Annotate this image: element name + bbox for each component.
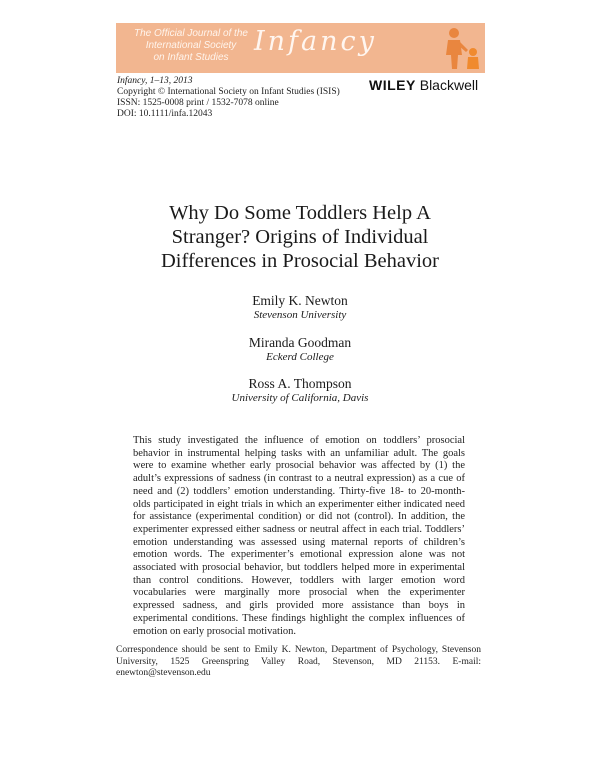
banner-subtitle-line: on Infant Studies	[153, 52, 229, 63]
banner-subtitle-line: International Society	[145, 40, 237, 51]
copyright-line: Copyright © International Society on Infant Studies (ISIS)	[117, 87, 340, 97]
article-title	[100, 201, 500, 273]
author-affiliation: Eckerd College	[266, 351, 334, 363]
title-line: Stranger? Origins of Individual	[171, 226, 429, 248]
author-block	[100, 376, 500, 405]
journal-banner	[116, 23, 485, 73]
banner-subtitle-line: The Official Journal of the	[134, 28, 248, 39]
author-name: Ross A. Thompson	[248, 376, 352, 391]
banner-subtitle	[126, 28, 256, 64]
publisher-name-light: Blackwell	[419, 77, 479, 93]
publisher-logo	[369, 77, 478, 93]
author-affiliation: Stevenson University	[253, 309, 347, 321]
banner-journal-title: Infancy	[254, 26, 377, 57]
publisher-name-bold: WILEY	[369, 77, 416, 93]
article-metadata	[117, 76, 340, 120]
doi-line: DOI: 10.1111/infa.12043	[117, 109, 213, 119]
title-line: Differences in Prosocial Behavior	[161, 250, 439, 272]
correspondence-footnote: Correspondence should be sent to Emily K. Newton, Department of Psychology, Stevenson University, 1525 Greenspring Valley Road, Stevenson, MD 21153. E-mail: enewton@stevenson.edu	[116, 645, 481, 679]
author-name: Emily K. Newton	[252, 293, 348, 308]
author-affiliation: University of California, Davis	[231, 392, 369, 404]
parent-child-icon	[437, 25, 483, 71]
author-block	[100, 335, 500, 364]
journal-reference: Infancy, 1–13, 2013	[117, 76, 193, 86]
abstract-text: This study investigated the influence of emotion on toddlers’ prosocial behavior in instrumental helping tasks with an unfamiliar adult. The goals were to examine whether early prosocial behavior was affected by (1) the adult’s expressions of sadness (in contrast to a neutral expression) as a cue of need and (2) toddlers’ emotion understanding. Thirty-five 18- to 20-month-olds participated in eight trials in which an experimenter either indicated need for assistance (experimental condition) or did not (control). In addition, the experimenter expressed either sadness or neutral affect in each trial. Toddlers’ emotion understanding was assessed using maternal reports of children’s emotion words. The experimenter’s emotional expression alone was not associated with prosocial behavior, but toddlers helped more in experimental than control conditions. However, toddlers with larger emotion word vocabularies were marginally more prosocial when the experimenter expressed sadness, and girls provided more assistance than boys in experimental conditions. These findings highlight the complex influences of emotion on early prosocial motivation.	[133, 435, 465, 637]
author-name: Miranda Goodman	[248, 335, 352, 350]
title-line: Why Do Some Toddlers Help A	[169, 202, 431, 224]
author-block	[100, 293, 500, 322]
issn-line: ISSN: 1525-0008 print / 1532-7078 online	[117, 98, 279, 108]
